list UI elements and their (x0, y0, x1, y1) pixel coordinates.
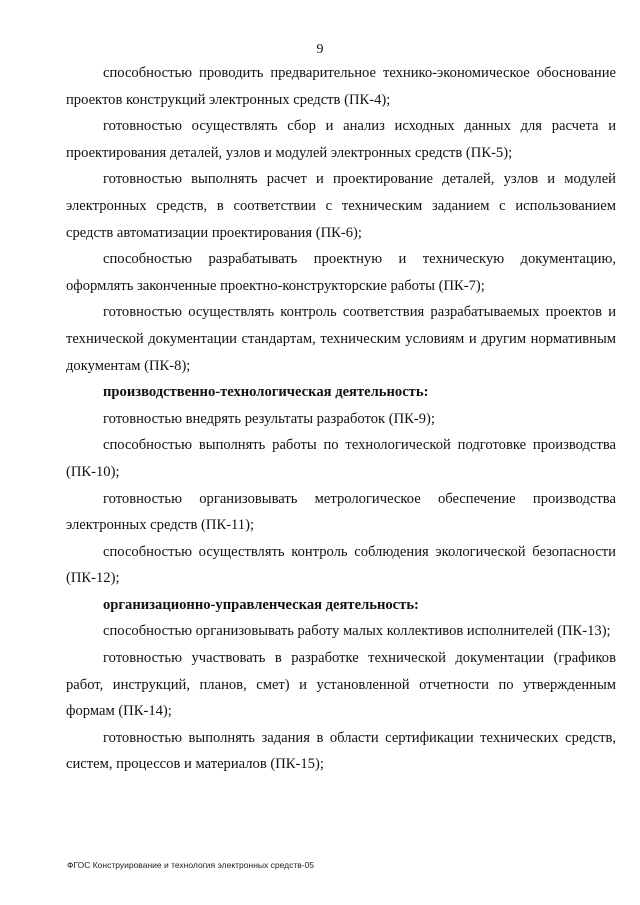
page-number: 9 (316, 42, 324, 57)
paragraph-pk-6: готовностью выполнять расчет и проектирование деталей, узлов и модулей электронных средств, в соответствии с техническим заданием с использованием средств автоматизации проектирования (ПК-6); (66, 171, 616, 241)
paragraph-pk-9: готовностью внедрять результаты разработок (ПК-9); (103, 410, 435, 427)
paragraph-pk-5: готовностью осуществлять сбор и анализ исходных данных для расчета и проектирования деталей, узлов и модулей электронных средств (ПК-5); (66, 118, 616, 161)
section-heading-production: производственно-технологическая деятельность: (103, 384, 429, 401)
document-footer: ФГОС Конструирование и технология электронных средств-05 (67, 860, 315, 870)
paragraph-pk-7: способностью разрабатывать проектную и техническую документацию, оформлять законченные проектно-конструкторские работы (ПК-7); (66, 251, 616, 294)
paragraph-pk-15: готовностью выполнять задания в области сертификации технических средств, систем, процессов и материалов (ПК-15); (66, 729, 616, 773)
paragraph-pk-13: способностью организовывать работу малых коллективов исполнителей (ПК-13); (103, 623, 611, 640)
paragraph-pk-8: готовностью осуществлять контроль соответствия разрабатываемых проектов и технической документации стандартам, техническим условиям и другим нормативным документам (ПК-8); (66, 304, 616, 374)
paragraph-pk-11: готовностью организовывать метрологическое обеспечение производства электронных средств (ПК-11); (66, 490, 616, 534)
document-body (66, 60, 616, 778)
paragraph-pk-4: способностью проводить предварительное технико-экономическое обоснование проектов конструкций электронных средств (ПК-4); (66, 65, 616, 108)
paragraph-pk-14: готовностью участвовать в разработке технической документации (графиков работ, инструкций, планов, смет) и установленной отчетности по утвержденным формам (ПК-14); (66, 650, 616, 720)
section-heading-management: организационно-управленческая деятельность: (103, 596, 419, 613)
paragraph-pk-12: способностью осуществлять контроль соблюдения экологической безопасности (ПК-12); (66, 543, 616, 587)
paragraph-pk-10: способностью выполнять работы по технологической подготовке производства (ПК-10); (66, 437, 616, 480)
